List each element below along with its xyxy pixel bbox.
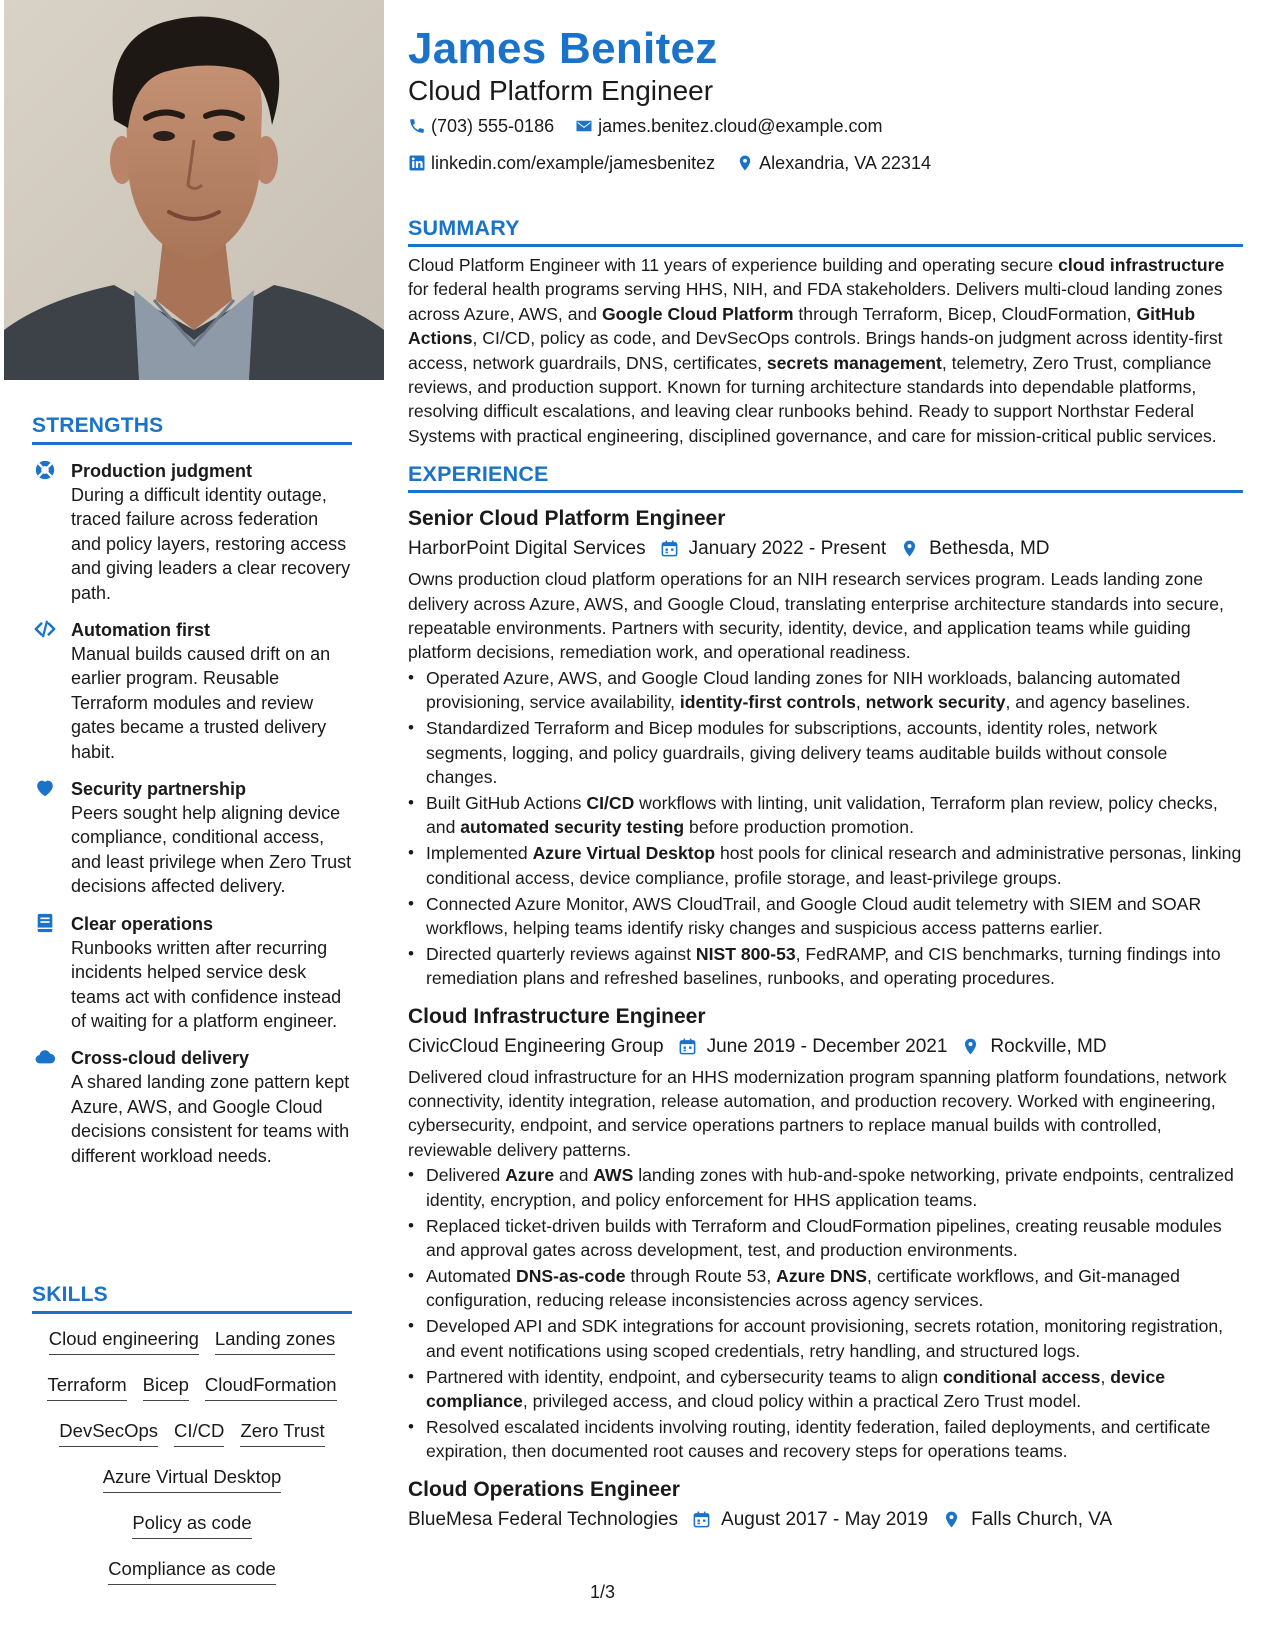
summary-text [408,253,1243,448]
skill-chip: CloudFormation [205,1372,337,1401]
strength-title: Clear operations [71,913,214,934]
book-icon [34,912,56,934]
text-run: through Terraform, Bicep, CloudFormation, [793,303,1137,324]
email-text: james.benitez.cloud@example.com [598,116,883,136]
sidebar [0,0,384,1650]
bold-text: automated security testing [460,817,685,838]
location-text: Alexandria, VA 22314 [759,153,931,173]
phone-icon [408,117,426,135]
text-run: workflows with linting, unit validation, Terraform plan review, policy checks, and [426,792,1218,838]
phone-contact[interactable] [408,110,554,142]
skill-chip: CI/CD [174,1418,224,1447]
job-company: HarborPoint Digital Services [408,538,646,560]
calendar-icon [660,539,679,558]
bold-text: cloud infrastructure [1058,255,1225,275]
skill-chip: Terraform [47,1372,126,1401]
list-item [408,892,1243,941]
map-pin-icon [961,1037,980,1056]
envelope-icon [575,117,593,135]
job-meta [408,533,1243,564]
strength-text: Manual builds caused drift on an earlier program. Reusable Terraform modules and review gates became a trusted delivery habit. [71,644,331,762]
strength-text: Runbooks written after recurring incidents helped service desk teams act with confidence instead of waiting for a platform engineer. [71,937,342,1031]
calendar-icon [678,1037,697,1056]
strengths-title: STRENGTHS [32,414,352,445]
main-content [408,22,1243,1535]
skill-chip: Landing zones [215,1326,335,1355]
skills-section [32,1283,352,1602]
candidate-role: Cloud Platform Engineer [408,75,714,106]
text-run: through Route 53, [625,1265,777,1286]
strength-item [32,912,352,1034]
list-item [408,716,1243,789]
bold-text: DNS-as-code [515,1265,626,1286]
job-dates: August 2017 - May 2019 [721,1508,929,1530]
heart-icon [34,777,56,799]
profile-photo [4,0,384,380]
map-pin-icon [736,154,754,172]
bold-text: conditional access [943,1366,1101,1387]
job-meta [408,1031,1243,1062]
contact-row-2 [408,147,1243,182]
text-run: , [855,692,866,713]
list-item [408,1314,1243,1363]
phone-text: (703) 555-0186 [431,116,555,136]
strength-text: Peers sought help aligning device compliance, conditional access, and least privilege when Zero Trust decisions affected delivery. [71,803,352,897]
bold-text: Azure Virtual Desktop [532,843,716,864]
list-item [408,942,1243,991]
bold-text: device compliance [426,1366,1166,1411]
strength-title: Security partnership [71,779,247,800]
job-meta [408,1504,1243,1535]
text-run: , [1100,1366,1111,1387]
bold-text: CI/CD [586,792,635,813]
experience-section [408,462,1243,1534]
job-company: CivicCloud Engineering Group [408,1035,664,1057]
calendar-icon [692,1510,711,1529]
skill-chip: Policy as code [132,1510,251,1539]
candidate-name: James Benitez [408,24,718,73]
bold-text: AWS [593,1165,634,1186]
job-location: Bethesda, MD [929,538,1050,560]
text-run: , certificate workflows, and Git-managed configuration, reducing release inconsistencies across agency services. [426,1265,1180,1311]
strength-title: Production judgment [71,461,252,481]
bold-text: secrets management [766,352,942,373]
text-run: Automated [426,1265,516,1286]
skill-chip: Zero Trust [240,1418,324,1447]
linkedin-contact[interactable] [408,147,715,179]
skill-list [32,1314,352,1602]
text-run: , and agency baselines. [1005,692,1191,713]
cloud-icon [34,1046,56,1068]
job-bullets [408,666,1243,991]
linkedin-text: linkedin.com/example/jamesbenitez [431,153,716,173]
job-dates: January 2022 - Present [688,538,887,560]
strengths-section [32,414,352,1168]
contact-row-1 [408,110,1243,145]
job-description: Owns production cloud platform operations for an NIH research services program. Leads landing zone delivery across Azure, AWS, and Google Cloud, translating enterprise architecture standards into secure, repeatable environments. Partners with security, identity, device, and application teams while guiding platform decisions, remediation work, and operational readiness. [408,569,1224,663]
list-item [408,1214,1243,1263]
bold-text: Azure DNS [776,1265,868,1286]
map-pin-icon [900,539,919,558]
lifebuoy-icon [34,459,56,481]
bold-text: GitHub Actions [408,303,1196,349]
text-run: Resolved escalated incidents involving routing, identity federation, failed deployments, and certificate expiration, then documented root causes and recovery steps for operations teams. [426,1416,1211,1462]
strength-item [32,777,352,899]
linkedin-icon [408,154,426,172]
summary-title: SUMMARY [408,216,1243,247]
job-location: Falls Church, VA [971,1508,1113,1530]
job-bullets [408,1163,1243,1463]
text-run: Delivered [426,1165,506,1186]
list-item [408,1415,1243,1464]
job-company: BlueMesa Federal Technologies [408,1508,679,1530]
job-title: Cloud Infrastructure Engineer [408,1004,706,1028]
email-contact[interactable] [575,110,882,142]
job-entry [408,505,1243,990]
text-run: landing zones with hub-and-spoke networking, private endpoints, centralized identity, encryption, and policy enforcement for HHS application teams. [426,1165,1234,1210]
skill-chip: Azure Virtual Desktop [103,1464,282,1493]
bold-text: network security [865,692,1006,713]
text-run: , privileged access, and cloud policy within a practical Zero Trust model. [522,1390,1082,1411]
bold-text: identity-first controls [679,692,856,713]
summary-section [408,216,1243,448]
strength-text: During a difficult identity outage, traced failure across federation and policy layers, restoring access and giving leaders a clear recovery path. [71,485,351,603]
job-description: Delivered cloud infrastructure for an HHS modernization program spanning platform foundations, network connectivity, identity integration, release automation, and production recovery. Worked with engineering, cybersecurity, endpoint, and service operations partners to replace manual builds with controlled, reviewable delivery patterns. [408,1066,1227,1160]
experience-title: EXPERIENCE [408,462,1243,493]
text-run: , CI/CD, policy as code, and DevSecOps controls. Brings hands-on judgment across identity-first access, network guardrails, DNS, certificates, [408,328,1223,373]
bold-text: Google Cloud Platform [601,303,794,324]
text-run: Replaced ticket-driven builds with Terraform and CloudFormation pipelines, creating reusable modules and approval gates across development, test, and production environments. [426,1215,1222,1260]
text-run: Developed API and SDK integrations for account provisioning, secrets rotation, monitoring registration, and event notifications using scoped credentials, retry handling, and structured logs. [426,1316,1224,1361]
strength-item [32,618,352,764]
skill-chip: DevSecOps [59,1418,158,1447]
skills-title: SKILLS [32,1283,352,1314]
job-title: Cloud Operations Engineer [408,1477,680,1501]
text-run: Partnered with identity, endpoint, and cybersecurity teams to align [426,1366,944,1387]
text-run: Standardized Terraform and Bicep modules for subscriptions, accounts, identity roles, network segments, logging, and policy guardrails, giving delivery teams auditable builds without console changes. [426,718,1168,787]
job-location: Rockville, MD [990,1035,1107,1057]
list-item [408,666,1243,715]
text-run: and [554,1165,594,1186]
text-run: , FedRAMP, and CIS benchmarks, turning findings into remediation plans and refreshed baselines, runbooks, and operating procedures. [426,943,1221,989]
strength-title: Cross-cloud delivery [71,1048,250,1069]
text-run: Operated Azure, AWS, and Google Cloud landing zones for NIH workloads, balancing automated provisioning, service availability, [426,667,1181,713]
text-run: Built GitHub Actions [426,792,587,813]
page-number: 1/3 [590,1582,616,1602]
list-item [408,841,1243,890]
skill-chip: Compliance as code [108,1556,276,1585]
code-icon [34,618,56,640]
text-run: host pools for clinical research and administrative personas, linking conditional access, device compliance, profile storage, and least-privilege groups. [426,843,1242,888]
text-run: Cloud Platform Engineer with 11 years of experience building and operating secure [408,255,1059,275]
strength-text: A shared landing zone pattern kept Azure, AWS, and Google Cloud decisions consistent for teams with different workload needs. [71,1072,350,1166]
bold-text: Azure [505,1165,555,1186]
text-run: Implemented [426,843,533,864]
strength-item [32,1046,352,1168]
list-item [408,791,1243,840]
list-item [408,1264,1243,1313]
list-item [408,1163,1243,1212]
text-run: Directed quarterly reviews against [426,943,696,964]
text-run: for federal health programs serving HHS, NIH, and FDA stakeholders. Delivers multi-cloud landing zones across Azure, AWS, and [408,279,1223,324]
skill-chip: Bicep [143,1372,189,1401]
strength-title: Automation first [71,620,210,641]
list-item [408,1365,1243,1414]
text-run: Connected Azure Monitor, AWS CloudTrail, and Google Cloud audit telemetry with SIEM and SOAR workflows, helping teams identify risky changes and suspicious access patterns earlier. [426,893,1202,938]
map-pin-icon [942,1510,961,1529]
skill-chip: Cloud engineering [49,1326,199,1355]
text-run: , telemetry, Zero Trust, compliance reviews, and production support. Known for turning architecture standards into dependable platforms, resolving difficult escalations, and leaving clear runbooks behind. Ready to support Northstar Federal Systems with practical engineering, disciplined governance, and care for mission-critical public services. [408,352,1217,446]
job-title: Senior Cloud Platform Engineer [408,507,726,531]
job-entry [408,1003,1243,1464]
job-dates: June 2019 - December 2021 [706,1035,948,1057]
strength-item [32,459,352,605]
location-contact [736,147,931,179]
job-entry [408,1476,1243,1535]
bold-text: NIST 800-53 [695,943,796,964]
text-run: before production promotion. [684,817,914,838]
